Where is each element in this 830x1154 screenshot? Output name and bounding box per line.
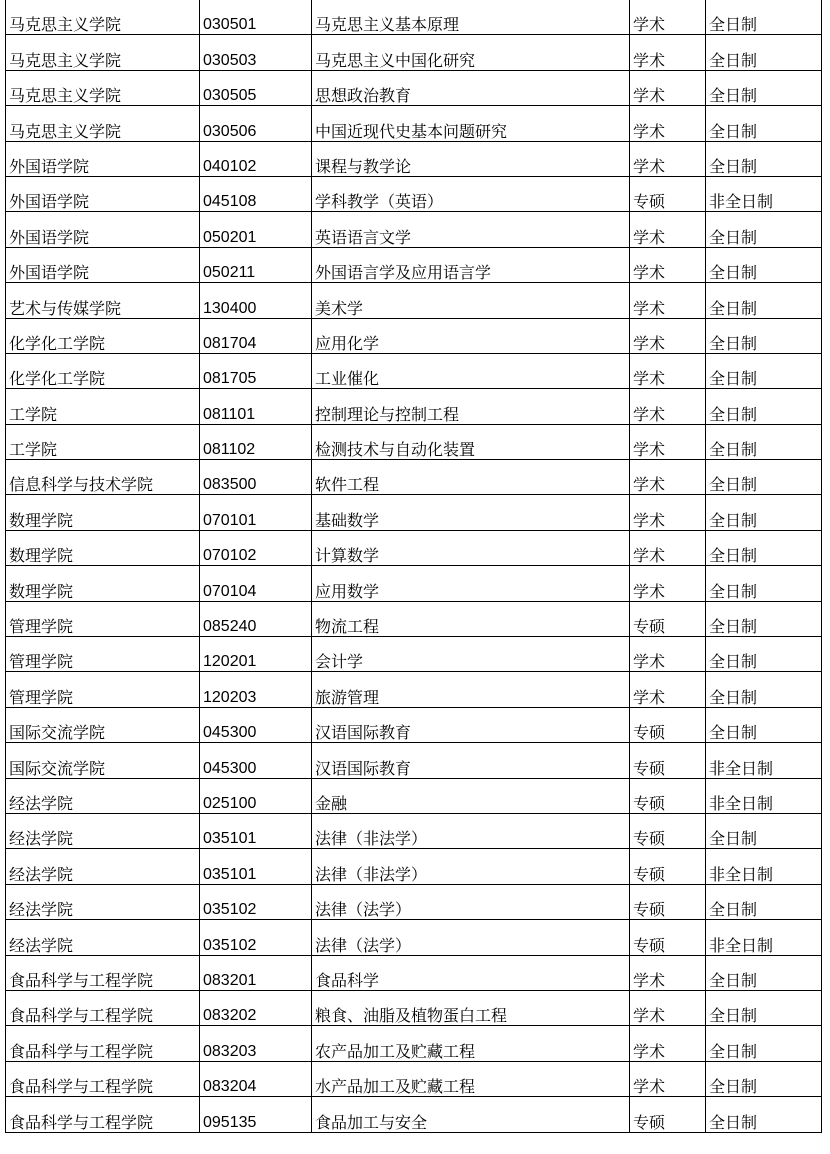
major-cell: 英语语言文学 (312, 212, 630, 247)
table-row (6, 141, 822, 176)
program-table-body (6, 0, 822, 1132)
major-cell: 农产品加工及贮藏工程 (312, 1026, 630, 1061)
degree-type-cell: 学术 (630, 318, 706, 353)
code-cell: 085240 (200, 601, 312, 636)
study-mode-cell: 全日制 (706, 212, 822, 247)
code-cell: 035102 (200, 884, 312, 919)
code-cell: 030501 (200, 0, 312, 35)
table-row (6, 318, 822, 353)
college-cell: 经法学院 (6, 920, 200, 955)
degree-type-cell: 学术 (630, 460, 706, 495)
college-cell: 经法学院 (6, 884, 200, 919)
degree-type-cell: 学术 (630, 955, 706, 990)
college-cell: 马克思主义学院 (6, 0, 200, 35)
degree-type-cell: 专硕 (630, 813, 706, 848)
study-mode-cell: 全日制 (706, 106, 822, 141)
study-mode-cell: 全日制 (706, 141, 822, 176)
code-cell: 050211 (200, 247, 312, 282)
program-table (5, 0, 822, 1133)
college-cell: 数理学院 (6, 495, 200, 530)
study-mode-cell: 全日制 (706, 1061, 822, 1096)
study-mode-cell: 非全日制 (706, 743, 822, 778)
table-row (6, 1026, 822, 1061)
code-cell: 050201 (200, 212, 312, 247)
college-cell: 管理学院 (6, 672, 200, 707)
code-cell: 035102 (200, 920, 312, 955)
code-cell: 030505 (200, 70, 312, 105)
college-cell: 国际交流学院 (6, 707, 200, 742)
college-cell: 食品科学与工程学院 (6, 1026, 200, 1061)
degree-type-cell: 专硕 (630, 920, 706, 955)
college-cell: 艺术与传媒学院 (6, 283, 200, 318)
code-cell: 083203 (200, 1026, 312, 1061)
college-cell: 数理学院 (6, 530, 200, 565)
college-cell: 信息科学与技术学院 (6, 460, 200, 495)
degree-type-cell: 专硕 (630, 884, 706, 919)
degree-type-cell: 学术 (630, 637, 706, 672)
code-cell: 045108 (200, 176, 312, 211)
major-cell: 基础数学 (312, 495, 630, 530)
table-row (6, 672, 822, 707)
study-mode-cell: 全日制 (706, 1026, 822, 1061)
table-row (6, 743, 822, 778)
major-cell: 中国近现代史基本问题研究 (312, 106, 630, 141)
table-row (6, 1061, 822, 1096)
degree-type-cell: 专硕 (630, 743, 706, 778)
study-mode-cell: 全日制 (706, 884, 822, 919)
table-row (6, 884, 822, 919)
study-mode-cell: 全日制 (706, 813, 822, 848)
degree-type-cell: 学术 (630, 495, 706, 530)
study-mode-cell: 全日制 (706, 424, 822, 459)
code-cell: 025100 (200, 778, 312, 813)
college-cell: 工学院 (6, 389, 200, 424)
major-cell: 马克思主义中国化研究 (312, 35, 630, 70)
study-mode-cell: 全日制 (706, 637, 822, 672)
major-cell: 汉语国际教育 (312, 707, 630, 742)
major-cell: 粮食、油脂及植物蛋白工程 (312, 990, 630, 1025)
code-cell: 120203 (200, 672, 312, 707)
table-row (6, 495, 822, 530)
college-cell: 食品科学与工程学院 (6, 1061, 200, 1096)
major-cell: 应用化学 (312, 318, 630, 353)
code-cell: 081102 (200, 424, 312, 459)
major-cell: 计算数学 (312, 530, 630, 565)
code-cell: 070104 (200, 566, 312, 601)
major-cell: 检测技术与自动化装置 (312, 424, 630, 459)
code-cell: 045300 (200, 707, 312, 742)
major-cell: 物流工程 (312, 601, 630, 636)
study-mode-cell: 全日制 (706, 353, 822, 388)
degree-type-cell: 学术 (630, 389, 706, 424)
major-cell: 软件工程 (312, 460, 630, 495)
major-cell: 食品加工与安全 (312, 1097, 630, 1132)
table-row (6, 1097, 822, 1132)
study-mode-cell: 全日制 (706, 530, 822, 565)
study-mode-cell: 非全日制 (706, 778, 822, 813)
major-cell: 控制理论与控制工程 (312, 389, 630, 424)
table-row (6, 424, 822, 459)
table-row (6, 283, 822, 318)
study-mode-cell: 全日制 (706, 990, 822, 1025)
degree-type-cell: 学术 (630, 530, 706, 565)
college-cell: 马克思主义学院 (6, 106, 200, 141)
study-mode-cell: 全日制 (706, 495, 822, 530)
study-mode-cell: 全日制 (706, 672, 822, 707)
table-row (6, 637, 822, 672)
college-cell: 管理学院 (6, 601, 200, 636)
major-cell: 会计学 (312, 637, 630, 672)
study-mode-cell: 全日制 (706, 707, 822, 742)
code-cell: 081704 (200, 318, 312, 353)
college-cell: 外国语学院 (6, 176, 200, 211)
code-cell: 070102 (200, 530, 312, 565)
college-cell: 食品科学与工程学院 (6, 1097, 200, 1132)
study-mode-cell: 全日制 (706, 35, 822, 70)
major-cell: 工业催化 (312, 353, 630, 388)
major-cell: 水产品加工及贮藏工程 (312, 1061, 630, 1096)
code-cell: 030506 (200, 106, 312, 141)
degree-type-cell: 学术 (630, 0, 706, 35)
table-row (6, 530, 822, 565)
code-cell: 120201 (200, 637, 312, 672)
college-cell: 外国语学院 (6, 247, 200, 282)
major-cell: 学科教学（英语） (312, 176, 630, 211)
code-cell: 095135 (200, 1097, 312, 1132)
college-cell: 化学化工学院 (6, 318, 200, 353)
college-cell: 马克思主义学院 (6, 35, 200, 70)
study-mode-cell: 全日制 (706, 247, 822, 282)
code-cell: 045300 (200, 743, 312, 778)
code-cell: 040102 (200, 141, 312, 176)
table-row (6, 176, 822, 211)
table-row (6, 813, 822, 848)
college-cell: 食品科学与工程学院 (6, 955, 200, 990)
college-cell: 外国语学院 (6, 141, 200, 176)
college-cell: 工学院 (6, 424, 200, 459)
degree-type-cell: 学术 (630, 283, 706, 318)
study-mode-cell: 全日制 (706, 389, 822, 424)
college-cell: 经法学院 (6, 778, 200, 813)
table-row (6, 389, 822, 424)
college-cell: 数理学院 (6, 566, 200, 601)
college-cell: 食品科学与工程学院 (6, 990, 200, 1025)
code-cell: 035101 (200, 813, 312, 848)
study-mode-cell: 全日制 (706, 955, 822, 990)
degree-type-cell: 学术 (630, 1026, 706, 1061)
study-mode-cell: 全日制 (706, 283, 822, 318)
major-cell: 思想政治教育 (312, 70, 630, 105)
table-row (6, 955, 822, 990)
major-cell: 课程与教学论 (312, 141, 630, 176)
major-cell: 马克思主义基本原理 (312, 0, 630, 35)
code-cell: 083201 (200, 955, 312, 990)
table-row (6, 212, 822, 247)
degree-type-cell: 专硕 (630, 176, 706, 211)
degree-type-cell: 学术 (630, 212, 706, 247)
major-cell: 食品科学 (312, 955, 630, 990)
code-cell: 130400 (200, 283, 312, 318)
college-cell: 化学化工学院 (6, 353, 200, 388)
degree-type-cell: 学术 (630, 247, 706, 282)
table-row (6, 353, 822, 388)
table-row (6, 990, 822, 1025)
degree-type-cell: 专硕 (630, 778, 706, 813)
degree-type-cell: 专硕 (630, 707, 706, 742)
college-cell: 管理学院 (6, 637, 200, 672)
study-mode-cell: 全日制 (706, 601, 822, 636)
degree-type-cell: 专硕 (630, 849, 706, 884)
table-row (6, 70, 822, 105)
study-mode-cell: 非全日制 (706, 849, 822, 884)
code-cell: 083500 (200, 460, 312, 495)
major-cell: 法律（法学） (312, 920, 630, 955)
table-row (6, 778, 822, 813)
degree-type-cell: 学术 (630, 70, 706, 105)
major-cell: 旅游管理 (312, 672, 630, 707)
table-row (6, 566, 822, 601)
code-cell: 030503 (200, 35, 312, 70)
major-cell: 法律（法学） (312, 884, 630, 919)
major-cell: 应用数学 (312, 566, 630, 601)
table-row (6, 601, 822, 636)
study-mode-cell: 全日制 (706, 70, 822, 105)
table-row (6, 247, 822, 282)
degree-type-cell: 学术 (630, 353, 706, 388)
degree-type-cell: 学术 (630, 141, 706, 176)
code-cell: 083202 (200, 990, 312, 1025)
degree-type-cell: 学术 (630, 106, 706, 141)
table-row (6, 0, 822, 35)
degree-type-cell: 学术 (630, 990, 706, 1025)
college-cell: 经法学院 (6, 849, 200, 884)
code-cell: 081705 (200, 353, 312, 388)
table-row (6, 920, 822, 955)
study-mode-cell: 全日制 (706, 0, 822, 35)
code-cell: 035101 (200, 849, 312, 884)
table-row (6, 460, 822, 495)
college-cell: 外国语学院 (6, 212, 200, 247)
degree-type-cell: 专硕 (630, 601, 706, 636)
major-cell: 外国语言学及应用语言学 (312, 247, 630, 282)
table-row (6, 849, 822, 884)
study-mode-cell: 非全日制 (706, 176, 822, 211)
code-cell: 083204 (200, 1061, 312, 1096)
major-cell: 法律（非法学） (312, 849, 630, 884)
study-mode-cell: 全日制 (706, 566, 822, 601)
degree-type-cell: 专硕 (630, 1097, 706, 1132)
table-row (6, 106, 822, 141)
degree-type-cell: 学术 (630, 672, 706, 707)
college-cell: 经法学院 (6, 813, 200, 848)
degree-type-cell: 学术 (630, 1061, 706, 1096)
study-mode-cell: 非全日制 (706, 920, 822, 955)
table-row (6, 35, 822, 70)
study-mode-cell: 全日制 (706, 318, 822, 353)
major-cell: 金融 (312, 778, 630, 813)
degree-type-cell: 学术 (630, 35, 706, 70)
study-mode-cell: 全日制 (706, 1097, 822, 1132)
table-row (6, 707, 822, 742)
code-cell: 070101 (200, 495, 312, 530)
degree-type-cell: 学术 (630, 566, 706, 601)
major-cell: 汉语国际教育 (312, 743, 630, 778)
college-cell: 国际交流学院 (6, 743, 200, 778)
study-mode-cell: 全日制 (706, 460, 822, 495)
major-cell: 美术学 (312, 283, 630, 318)
major-cell: 法律（非法学） (312, 813, 630, 848)
degree-type-cell: 学术 (630, 424, 706, 459)
code-cell: 081101 (200, 389, 312, 424)
college-cell: 马克思主义学院 (6, 70, 200, 105)
